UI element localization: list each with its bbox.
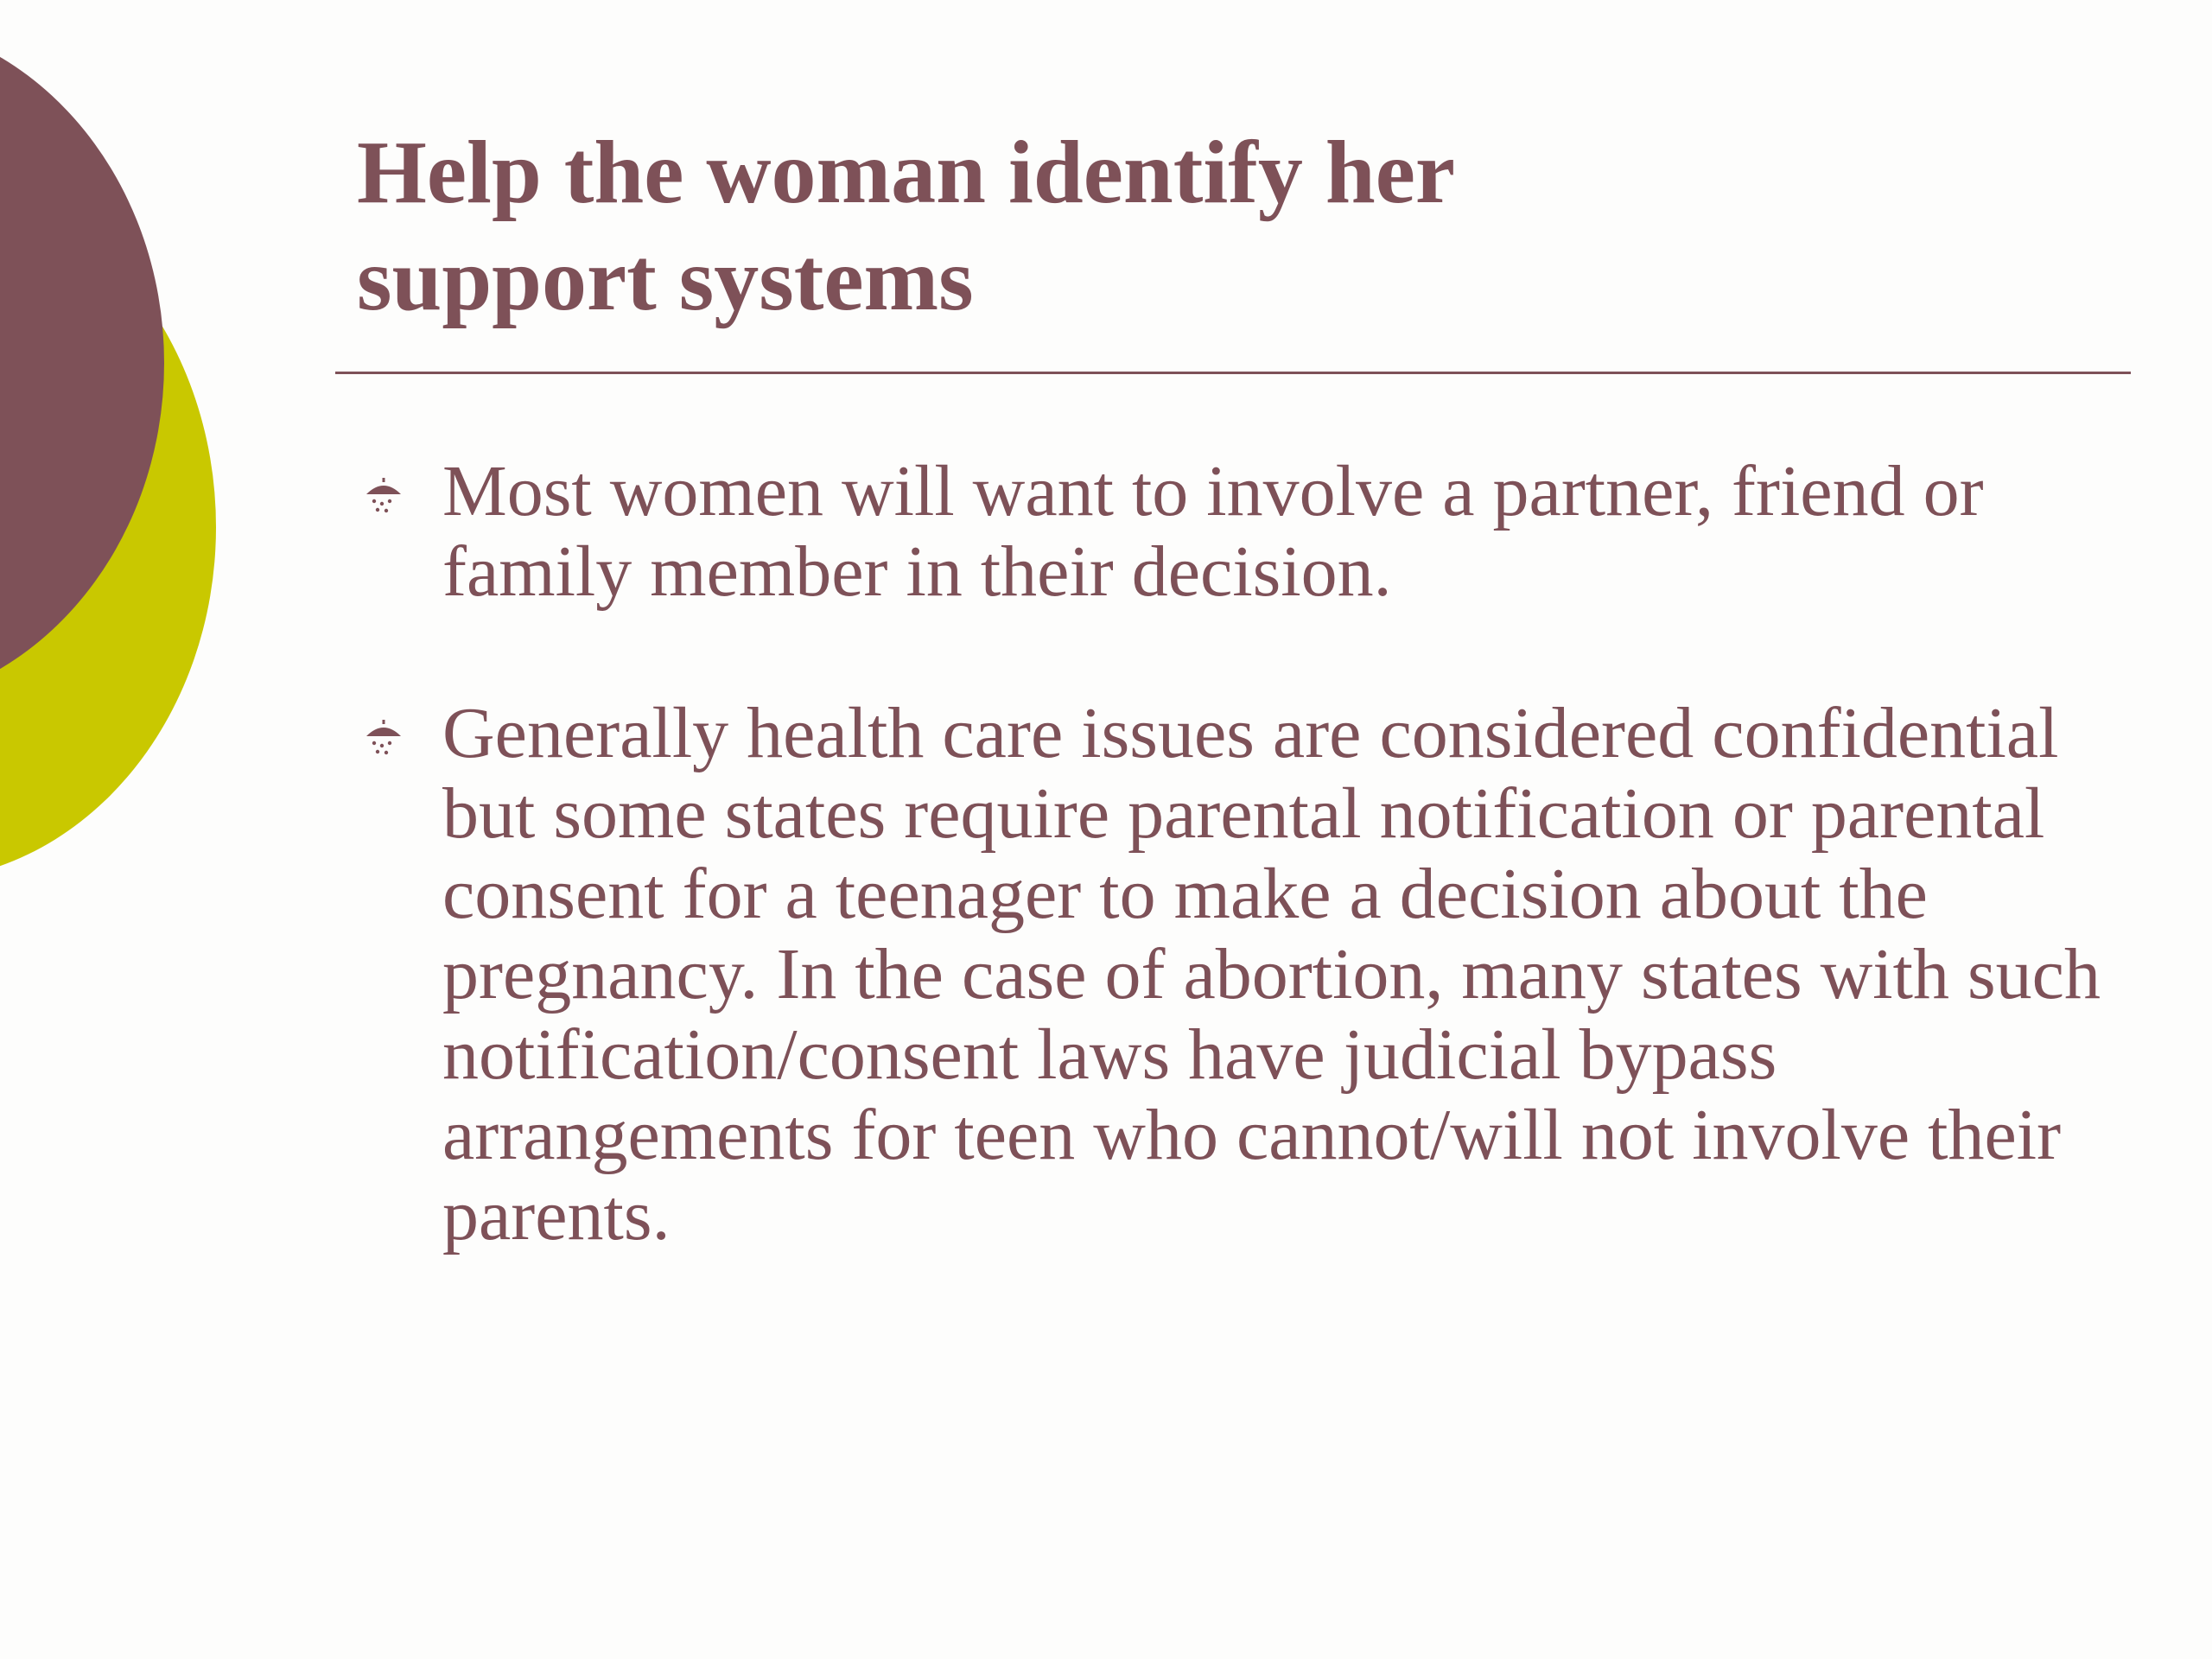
bullet-text: Most women will want to involve a partner, friend or family member in their decision.: [442, 451, 1984, 612]
title-divider: [335, 372, 2131, 374]
slide-title-line-1: Help the woman identify her: [357, 123, 1456, 222]
slide-title: [357, 119, 1999, 334]
umbrella-rain-icon: [363, 475, 404, 517]
bullet-text: Generally health care issues are considered confidential but some states require parental notification or parental consent for a teenager to make a decision about the pregnancy. In the case of abortion, many states with such notification/consent laws have judicial bypass arrangements for teen who cannot/will not involve their parents.: [442, 693, 2101, 1255]
slide-title-line-2: support systems: [357, 230, 974, 329]
bullet-list: [363, 451, 2143, 1337]
list-item: [363, 451, 2143, 612]
umbrella-rain-icon: [363, 717, 404, 759]
list-item: [363, 693, 2143, 1255]
